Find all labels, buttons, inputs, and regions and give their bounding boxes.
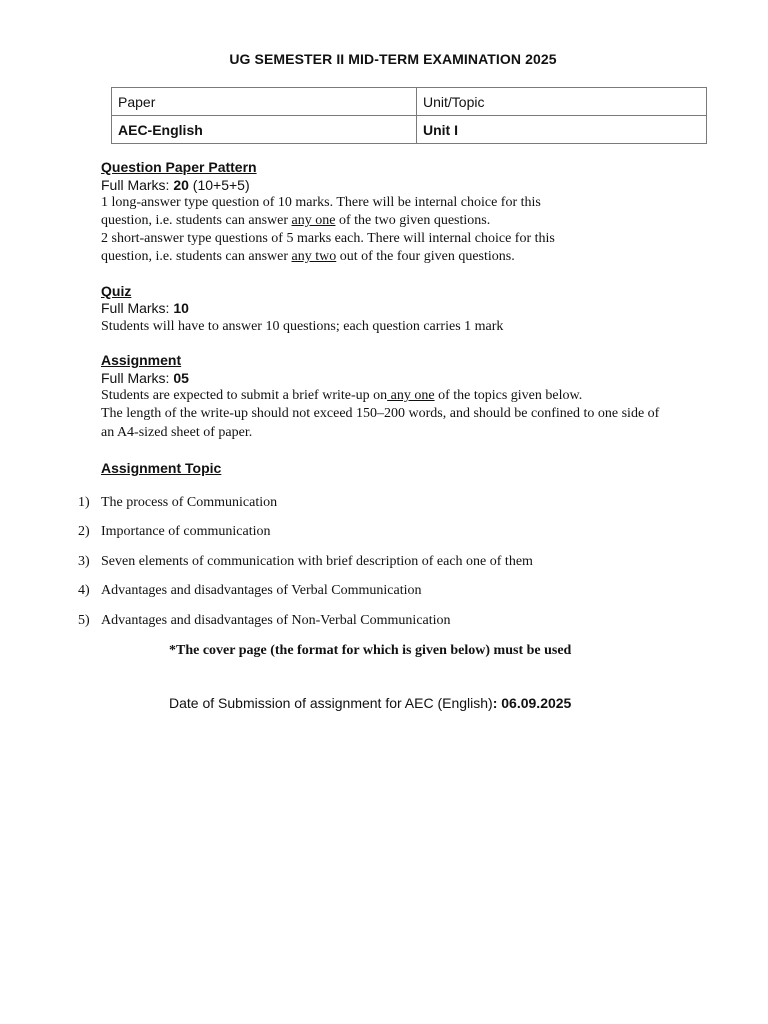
qpp-line-3: 2 short-answer type questions of 5 marks each. There will internal choice for this <box>101 231 555 246</box>
full-marks-value: 20 <box>173 177 189 193</box>
full-marks-label: Full Marks: <box>101 177 174 193</box>
text-segment: out of the four given questions. <box>336 249 515 264</box>
text-segment: question, i.e. students can answer <box>101 249 292 264</box>
qpp-line-1: 1 long-answer type question of 10 marks. There will be internal choice for this <box>101 195 541 210</box>
assignment-line-2: The length of the write-up should not exceed 150–200 words, and should be confined to one side of <box>101 406 660 421</box>
list-item-number: 3) <box>78 554 90 569</box>
emphasis-any-one: any one <box>291 213 336 228</box>
qpp-line-2 <box>101 213 490 229</box>
full-marks-label: Full Marks: <box>101 370 174 386</box>
table-cell: AEC-English <box>112 116 417 144</box>
submission-date <box>169 695 571 711</box>
table-cell: Paper <box>112 88 417 116</box>
qpp-full-marks <box>101 177 250 193</box>
text-segment: of the two given questions. <box>335 213 491 228</box>
text-segment: question, i.e. students can answer <box>101 213 292 228</box>
assignment-line-3: an A4-sized sheet of paper. <box>101 425 253 440</box>
emphasis-any-two: any two <box>291 249 337 264</box>
text-segment: Students are expected to submit a brief write-up on <box>101 388 388 403</box>
submission-label: Date of Submission of assignment for AEC (English) <box>169 695 493 711</box>
list-item: Advantages and disadvantages of Non-Verbal Communication <box>101 613 451 628</box>
full-marks-value: 10 <box>173 300 189 316</box>
full-marks-label: Full Marks: <box>101 300 174 316</box>
full-marks-value: 05 <box>173 370 189 386</box>
paper-info-table <box>111 87 707 144</box>
cover-page-note: *The cover page (the format for which is given below) must be used <box>169 643 572 658</box>
quiz-heading: Quiz <box>101 283 132 299</box>
submission-colon: : <box>492 695 502 711</box>
page-title: UG SEMESTER II MID-TERM EXAMINATION 2025 <box>229 51 557 67</box>
list-item: Advantages and disadvantages of Verbal Communication <box>101 583 422 598</box>
full-marks-breakdown: (10+5+5) <box>188 177 250 193</box>
assignment-full-marks <box>101 370 189 386</box>
quiz-line-1: Students will have to answer 10 questions; each question carries 1 mark <box>101 319 504 334</box>
text-segment: of the topics given below. <box>434 388 583 403</box>
table-cell: Unit I <box>417 116 707 144</box>
list-item: The process of Communication <box>101 495 278 510</box>
list-item-number: 1) <box>78 495 90 510</box>
submission-date-value: 06.09.2025 <box>501 695 572 711</box>
list-item: Importance of communication <box>101 524 271 539</box>
table-row <box>112 88 707 116</box>
list-item-number: 5) <box>78 613 90 628</box>
qpp-line-4 <box>101 249 515 265</box>
assignment-line-1 <box>101 388 582 404</box>
assignment-heading: Assignment <box>101 352 182 368</box>
qpp-heading: Question Paper Pattern <box>101 159 257 175</box>
table-cell: Unit/Topic <box>417 88 707 116</box>
quiz-full-marks <box>101 300 189 316</box>
table-row <box>112 116 707 144</box>
list-item-number: 2) <box>78 524 90 539</box>
topics-heading: Assignment Topic <box>101 460 222 476</box>
list-item-number: 4) <box>78 583 90 598</box>
list-item: Seven elements of communication with brief description of each one of them <box>101 554 533 569</box>
emphasis-any-one: any one <box>387 388 435 403</box>
